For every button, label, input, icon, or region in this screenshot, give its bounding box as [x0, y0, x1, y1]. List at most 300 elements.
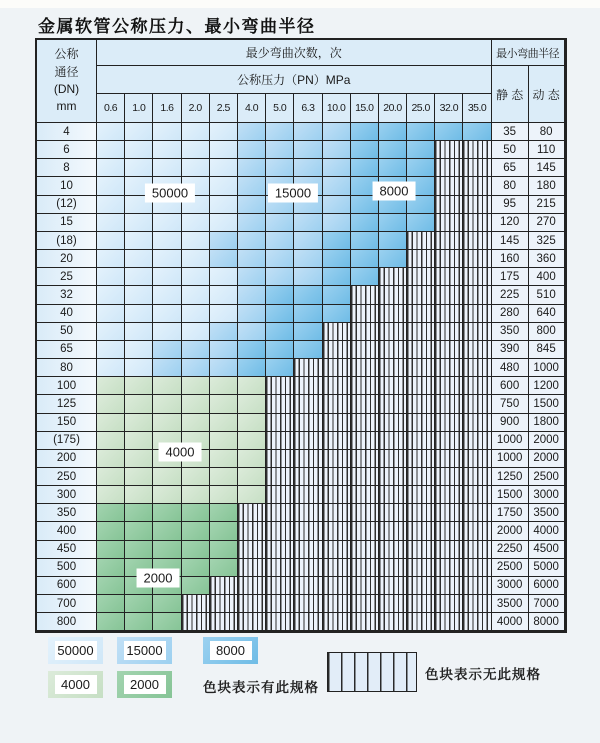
dynamic-radius-cell: 2000	[529, 432, 565, 450]
spec-cell	[323, 268, 351, 286]
spec-cell	[182, 286, 210, 304]
dynamic-radius-cell: 3000	[529, 486, 565, 504]
spec-cell	[238, 432, 266, 450]
spec-cell	[153, 613, 181, 631]
no-spec-cell	[407, 341, 435, 359]
spec-cell	[294, 159, 322, 177]
no-spec-cell	[266, 450, 294, 468]
dynamic-radius-cell: 110	[529, 141, 565, 159]
spec-cell	[153, 414, 181, 432]
static-radius-cell: 160	[492, 250, 529, 268]
static-radius-cell: 3000	[492, 577, 529, 595]
no-spec-cell	[463, 359, 491, 377]
spec-cell	[238, 414, 266, 432]
spec-cell	[182, 250, 210, 268]
spec-cell	[125, 595, 153, 613]
spec-cell	[97, 123, 125, 141]
no-spec-cell	[407, 486, 435, 504]
no-spec-cell	[294, 359, 322, 377]
spec-cell	[238, 395, 266, 413]
spec-cell	[210, 522, 238, 540]
no-spec-cell	[323, 595, 351, 613]
no-spec-cell	[463, 323, 491, 341]
no-spec-cell	[463, 577, 491, 595]
no-spec-cell	[407, 432, 435, 450]
spec-cell	[210, 159, 238, 177]
no-spec-cell	[351, 377, 379, 395]
spec-cell	[182, 305, 210, 323]
no-spec-cell	[435, 595, 463, 613]
no-spec-cell	[463, 286, 491, 304]
spec-cell	[379, 123, 407, 141]
dynamic-radius-cell: 3500	[529, 504, 565, 522]
static-radius-cell: 1750	[492, 504, 529, 522]
spec-cell	[210, 504, 238, 522]
spec-cell	[379, 250, 407, 268]
static-radius-cell: 4000	[492, 613, 529, 631]
spec-cell	[125, 214, 153, 232]
spec-cell	[153, 395, 181, 413]
no-spec-cell	[351, 341, 379, 359]
spec-cell	[153, 377, 181, 395]
no-spec-cell	[463, 522, 491, 540]
no-spec-cell	[294, 577, 322, 595]
spec-cell	[97, 613, 125, 631]
nominal-pressure-header: 公称压力（PN）MPa	[97, 66, 492, 94]
cycle-count-label: 50000	[145, 184, 195, 203]
no-spec-cell	[351, 432, 379, 450]
static-radius-cell: 120	[492, 214, 529, 232]
no-spec-cell	[351, 577, 379, 595]
no-spec-cell	[407, 504, 435, 522]
no-spec-cell	[379, 613, 407, 631]
spec-cell	[97, 286, 125, 304]
spec-cell	[210, 177, 238, 195]
no-spec-cell	[407, 250, 435, 268]
min-bend-radius-header: 最小弯曲半径	[492, 40, 565, 66]
no-spec-cell	[379, 559, 407, 577]
no-spec-cell	[351, 559, 379, 577]
spec-cell	[238, 250, 266, 268]
no-spec-cell	[351, 305, 379, 323]
spec-cell	[238, 268, 266, 286]
no-spec-cell	[323, 613, 351, 631]
static-column-header: 静 态	[492, 66, 529, 123]
no-spec-cell	[266, 377, 294, 395]
spec-cell	[182, 214, 210, 232]
dn-header-line: mm	[56, 99, 77, 114]
static-radius-cell: 1500	[492, 486, 529, 504]
spec-cell	[125, 504, 153, 522]
dn-cell: 300	[37, 486, 97, 504]
spec-cell	[294, 268, 322, 286]
legend-no-spec-text: 色块表示无此规格	[425, 667, 541, 682]
no-spec-cell	[435, 286, 463, 304]
spec-cell	[153, 522, 181, 540]
spec-cell	[125, 268, 153, 286]
spec-cell	[97, 395, 125, 413]
dynamic-radius-cell: 180	[529, 177, 565, 195]
spec-cell	[351, 123, 379, 141]
spec-cell	[125, 286, 153, 304]
spec-cell	[323, 141, 351, 159]
spec-cell	[182, 541, 210, 559]
dn-cell: 350	[37, 504, 97, 522]
spec-cell	[238, 286, 266, 304]
pressure-col-header: 32.0	[435, 94, 463, 123]
legend-swatch-label: 4000	[55, 675, 97, 695]
no-spec-cell	[379, 450, 407, 468]
cycle-count-label: 15000	[268, 184, 318, 203]
no-spec-cell	[266, 414, 294, 432]
no-spec-cell	[435, 559, 463, 577]
spec-cell	[153, 141, 181, 159]
spec-cell	[125, 159, 153, 177]
dn-cell: 600	[37, 577, 97, 595]
no-spec-cell	[294, 395, 322, 413]
cycle-count-label: 2000	[137, 569, 180, 588]
cycle-count-label: 4000	[159, 443, 202, 462]
no-spec-cell	[351, 395, 379, 413]
spec-cell	[210, 196, 238, 214]
spec-cell	[238, 468, 266, 486]
no-spec-cell	[238, 541, 266, 559]
spec-cell	[210, 486, 238, 504]
no-spec-cell	[351, 613, 379, 631]
static-radius-cell: 225	[492, 286, 529, 304]
spec-cell	[379, 214, 407, 232]
no-spec-cell	[435, 214, 463, 232]
no-spec-cell	[323, 577, 351, 595]
static-radius-cell: 65	[492, 159, 529, 177]
static-radius-cell: 80	[492, 177, 529, 195]
no-spec-cell	[266, 595, 294, 613]
spec-cell	[210, 377, 238, 395]
static-radius-cell: 2250	[492, 541, 529, 559]
no-spec-cell	[435, 141, 463, 159]
no-spec-cell	[435, 468, 463, 486]
spec-cell	[125, 613, 153, 631]
no-spec-cell	[435, 486, 463, 504]
cycle-count-label: 8000	[373, 182, 416, 201]
spec-cell	[351, 141, 379, 159]
dn-cell: 100	[37, 377, 97, 395]
no-spec-cell	[323, 377, 351, 395]
no-spec-cell	[463, 341, 491, 359]
no-spec-cell	[323, 450, 351, 468]
no-spec-cell	[463, 214, 491, 232]
no-spec-cell	[210, 577, 238, 595]
spec-cell	[97, 359, 125, 377]
pressure-col-header: 25.0	[407, 94, 435, 123]
dynamic-radius-cell: 7000	[529, 595, 565, 613]
spec-cell	[97, 232, 125, 250]
pressure-col-header: 0.6	[97, 94, 125, 123]
pressure-col-header: 2.0	[182, 94, 210, 123]
dn-cell: (12)	[37, 196, 97, 214]
dynamic-radius-cell: 145	[529, 159, 565, 177]
no-spec-cell	[407, 232, 435, 250]
spec-cell	[351, 250, 379, 268]
spec-cell	[210, 214, 238, 232]
spec-cell	[210, 250, 238, 268]
static-radius-cell: 750	[492, 395, 529, 413]
spec-cell	[125, 486, 153, 504]
no-spec-cell	[351, 522, 379, 540]
spec-cell	[97, 595, 125, 613]
no-spec-cell	[351, 450, 379, 468]
legend-swatch-label: 2000	[124, 675, 166, 695]
no-spec-cell	[463, 468, 491, 486]
spec-cell	[294, 341, 322, 359]
dn-cell: 15	[37, 214, 97, 232]
spec-cell	[238, 341, 266, 359]
spec-cell	[153, 341, 181, 359]
spec-cell	[238, 123, 266, 141]
no-spec-cell	[323, 414, 351, 432]
no-spec-cell	[323, 468, 351, 486]
spec-cell	[210, 450, 238, 468]
spec-cell	[238, 323, 266, 341]
dynamic-radius-cell: 325	[529, 232, 565, 250]
spec-cell	[97, 541, 125, 559]
spec-cell	[125, 450, 153, 468]
spec-cell	[125, 522, 153, 540]
no-spec-cell	[379, 504, 407, 522]
no-spec-cell	[435, 268, 463, 286]
spec-cell	[407, 141, 435, 159]
no-spec-cell	[463, 595, 491, 613]
no-spec-cell	[463, 250, 491, 268]
spec-cell	[125, 232, 153, 250]
spec-cell	[125, 123, 153, 141]
spec-cell	[294, 141, 322, 159]
dn-cell: 400	[37, 522, 97, 540]
spec-cell	[182, 268, 210, 286]
no-spec-cell	[435, 395, 463, 413]
spec-cell	[153, 250, 181, 268]
spec-cell	[153, 468, 181, 486]
spec-cell	[294, 250, 322, 268]
spec-cell	[97, 486, 125, 504]
spec-cell	[407, 159, 435, 177]
spec-cell	[97, 159, 125, 177]
spec-cell	[210, 141, 238, 159]
spec-cell	[266, 159, 294, 177]
no-spec-cell	[266, 486, 294, 504]
no-spec-cell	[379, 286, 407, 304]
spec-cell	[153, 123, 181, 141]
spec-cell	[125, 359, 153, 377]
spec-cell	[97, 522, 125, 540]
spec-cell	[182, 377, 210, 395]
dynamic-radius-cell: 215	[529, 196, 565, 214]
legend-swatch-label: 15000	[124, 641, 166, 661]
dn-cell: 65	[37, 341, 97, 359]
no-spec-cell	[435, 359, 463, 377]
dynamic-radius-cell: 800	[529, 323, 565, 341]
no-spec-cell	[238, 595, 266, 613]
legend-has-spec-text: 色块表示有此规格	[203, 680, 319, 695]
dn-cell: 700	[37, 595, 97, 613]
spec-cell	[266, 123, 294, 141]
no-spec-cell	[379, 341, 407, 359]
spec-cell	[97, 559, 125, 577]
dn-cell: 8	[37, 159, 97, 177]
no-spec-cell	[435, 541, 463, 559]
dynamic-radius-cell: 4000	[529, 522, 565, 540]
no-spec-cell	[294, 468, 322, 486]
dn-cell: 125	[37, 395, 97, 413]
spec-cell	[379, 232, 407, 250]
dn-cell: (175)	[37, 432, 97, 450]
static-radius-cell: 175	[492, 268, 529, 286]
pressure-col-header: 35.0	[463, 94, 491, 123]
spec-cell	[97, 305, 125, 323]
spec-cell	[266, 214, 294, 232]
spec-cell	[97, 214, 125, 232]
pressure-col-header: 15.0	[351, 94, 379, 123]
dynamic-radius-cell: 1000	[529, 359, 565, 377]
no-spec-cell	[351, 414, 379, 432]
spec-cell	[182, 232, 210, 250]
bend-cycles-header: 最少弯曲次数，次	[97, 40, 492, 66]
no-spec-cell	[294, 450, 322, 468]
no-spec-cell	[463, 432, 491, 450]
no-spec-cell	[379, 522, 407, 540]
no-spec-cell	[407, 613, 435, 631]
dynamic-radius-cell: 360	[529, 250, 565, 268]
spec-cell	[153, 359, 181, 377]
dynamic-radius-cell: 400	[529, 268, 565, 286]
no-spec-cell	[351, 541, 379, 559]
spec-cell	[153, 541, 181, 559]
no-spec-cell	[435, 159, 463, 177]
static-radius-cell: 1000	[492, 432, 529, 450]
spec-cell	[97, 504, 125, 522]
static-radius-cell: 3500	[492, 595, 529, 613]
no-spec-cell	[407, 595, 435, 613]
no-spec-cell	[463, 232, 491, 250]
spec-cell	[323, 305, 351, 323]
dn-cell: 6	[37, 141, 97, 159]
spec-cell	[266, 305, 294, 323]
no-spec-cell	[463, 504, 491, 522]
spec-cell	[238, 450, 266, 468]
dynamic-radius-cell: 270	[529, 214, 565, 232]
spec-cell	[182, 486, 210, 504]
spec-cell	[125, 468, 153, 486]
dn-cell: (18)	[37, 232, 97, 250]
no-spec-cell	[238, 577, 266, 595]
no-spec-cell	[210, 595, 238, 613]
spec-cell	[97, 250, 125, 268]
spec-cell	[210, 123, 238, 141]
legend-swatch-50000	[48, 637, 103, 664]
no-spec-cell	[323, 486, 351, 504]
spec-cell	[238, 141, 266, 159]
dynamic-radius-cell: 845	[529, 341, 565, 359]
dynamic-radius-cell: 2500	[529, 468, 565, 486]
no-spec-cell	[407, 286, 435, 304]
spec-cell	[125, 305, 153, 323]
legend-no-spec-swatch	[327, 652, 417, 692]
dynamic-radius-cell: 2000	[529, 450, 565, 468]
no-spec-cell	[379, 377, 407, 395]
spec-cell	[379, 159, 407, 177]
no-spec-cell	[266, 468, 294, 486]
pressure-col-header: 1.6	[153, 94, 181, 123]
static-radius-cell: 600	[492, 377, 529, 395]
spec-cell	[351, 214, 379, 232]
spec-cell	[125, 395, 153, 413]
spec-cell	[294, 305, 322, 323]
no-spec-cell	[379, 305, 407, 323]
static-radius-cell: 145	[492, 232, 529, 250]
legend-swatch-label: 8000	[210, 641, 252, 661]
dn-header-line: (DN)	[53, 82, 80, 96]
no-spec-cell	[238, 522, 266, 540]
no-spec-cell	[435, 522, 463, 540]
spec-cell	[238, 214, 266, 232]
spec-cell	[323, 196, 351, 214]
spec-table-wrapper	[35, 38, 567, 633]
pressure-col-header: 6.3	[294, 94, 322, 123]
dynamic-radius-cell: 1800	[529, 414, 565, 432]
dynamic-radius-cell: 1500	[529, 395, 565, 413]
no-spec-cell	[407, 414, 435, 432]
spec-cell	[210, 232, 238, 250]
dn-cell: 80	[37, 359, 97, 377]
pressure-col-header: 4.0	[238, 94, 266, 123]
no-spec-cell	[351, 359, 379, 377]
spec-cell	[210, 541, 238, 559]
spec-cell	[97, 414, 125, 432]
no-spec-cell	[323, 395, 351, 413]
spec-cell	[153, 214, 181, 232]
no-spec-cell	[266, 395, 294, 413]
no-spec-cell	[323, 323, 351, 341]
spec-cell	[125, 341, 153, 359]
dn-cell: 150	[37, 414, 97, 432]
spec-cell	[210, 268, 238, 286]
no-spec-cell	[379, 359, 407, 377]
no-spec-cell	[407, 395, 435, 413]
no-spec-cell	[435, 177, 463, 195]
spec-table	[35, 38, 567, 633]
static-radius-cell: 50	[492, 141, 529, 159]
no-spec-cell	[351, 504, 379, 522]
spec-cell	[238, 159, 266, 177]
legend-swatch-4000	[48, 671, 103, 698]
static-radius-cell: 480	[492, 359, 529, 377]
spec-cell	[153, 232, 181, 250]
no-spec-cell	[379, 595, 407, 613]
spec-cell	[182, 522, 210, 540]
no-spec-cell	[407, 468, 435, 486]
spec-cell	[266, 341, 294, 359]
spec-cell	[182, 359, 210, 377]
spec-cell	[210, 286, 238, 304]
static-radius-cell: 350	[492, 323, 529, 341]
spec-cell	[97, 450, 125, 468]
spec-cell	[210, 305, 238, 323]
spec-cell	[97, 341, 125, 359]
dynamic-radius-cell: 1200	[529, 377, 565, 395]
no-spec-cell	[435, 232, 463, 250]
spec-cell	[182, 341, 210, 359]
spec-cell	[407, 214, 435, 232]
